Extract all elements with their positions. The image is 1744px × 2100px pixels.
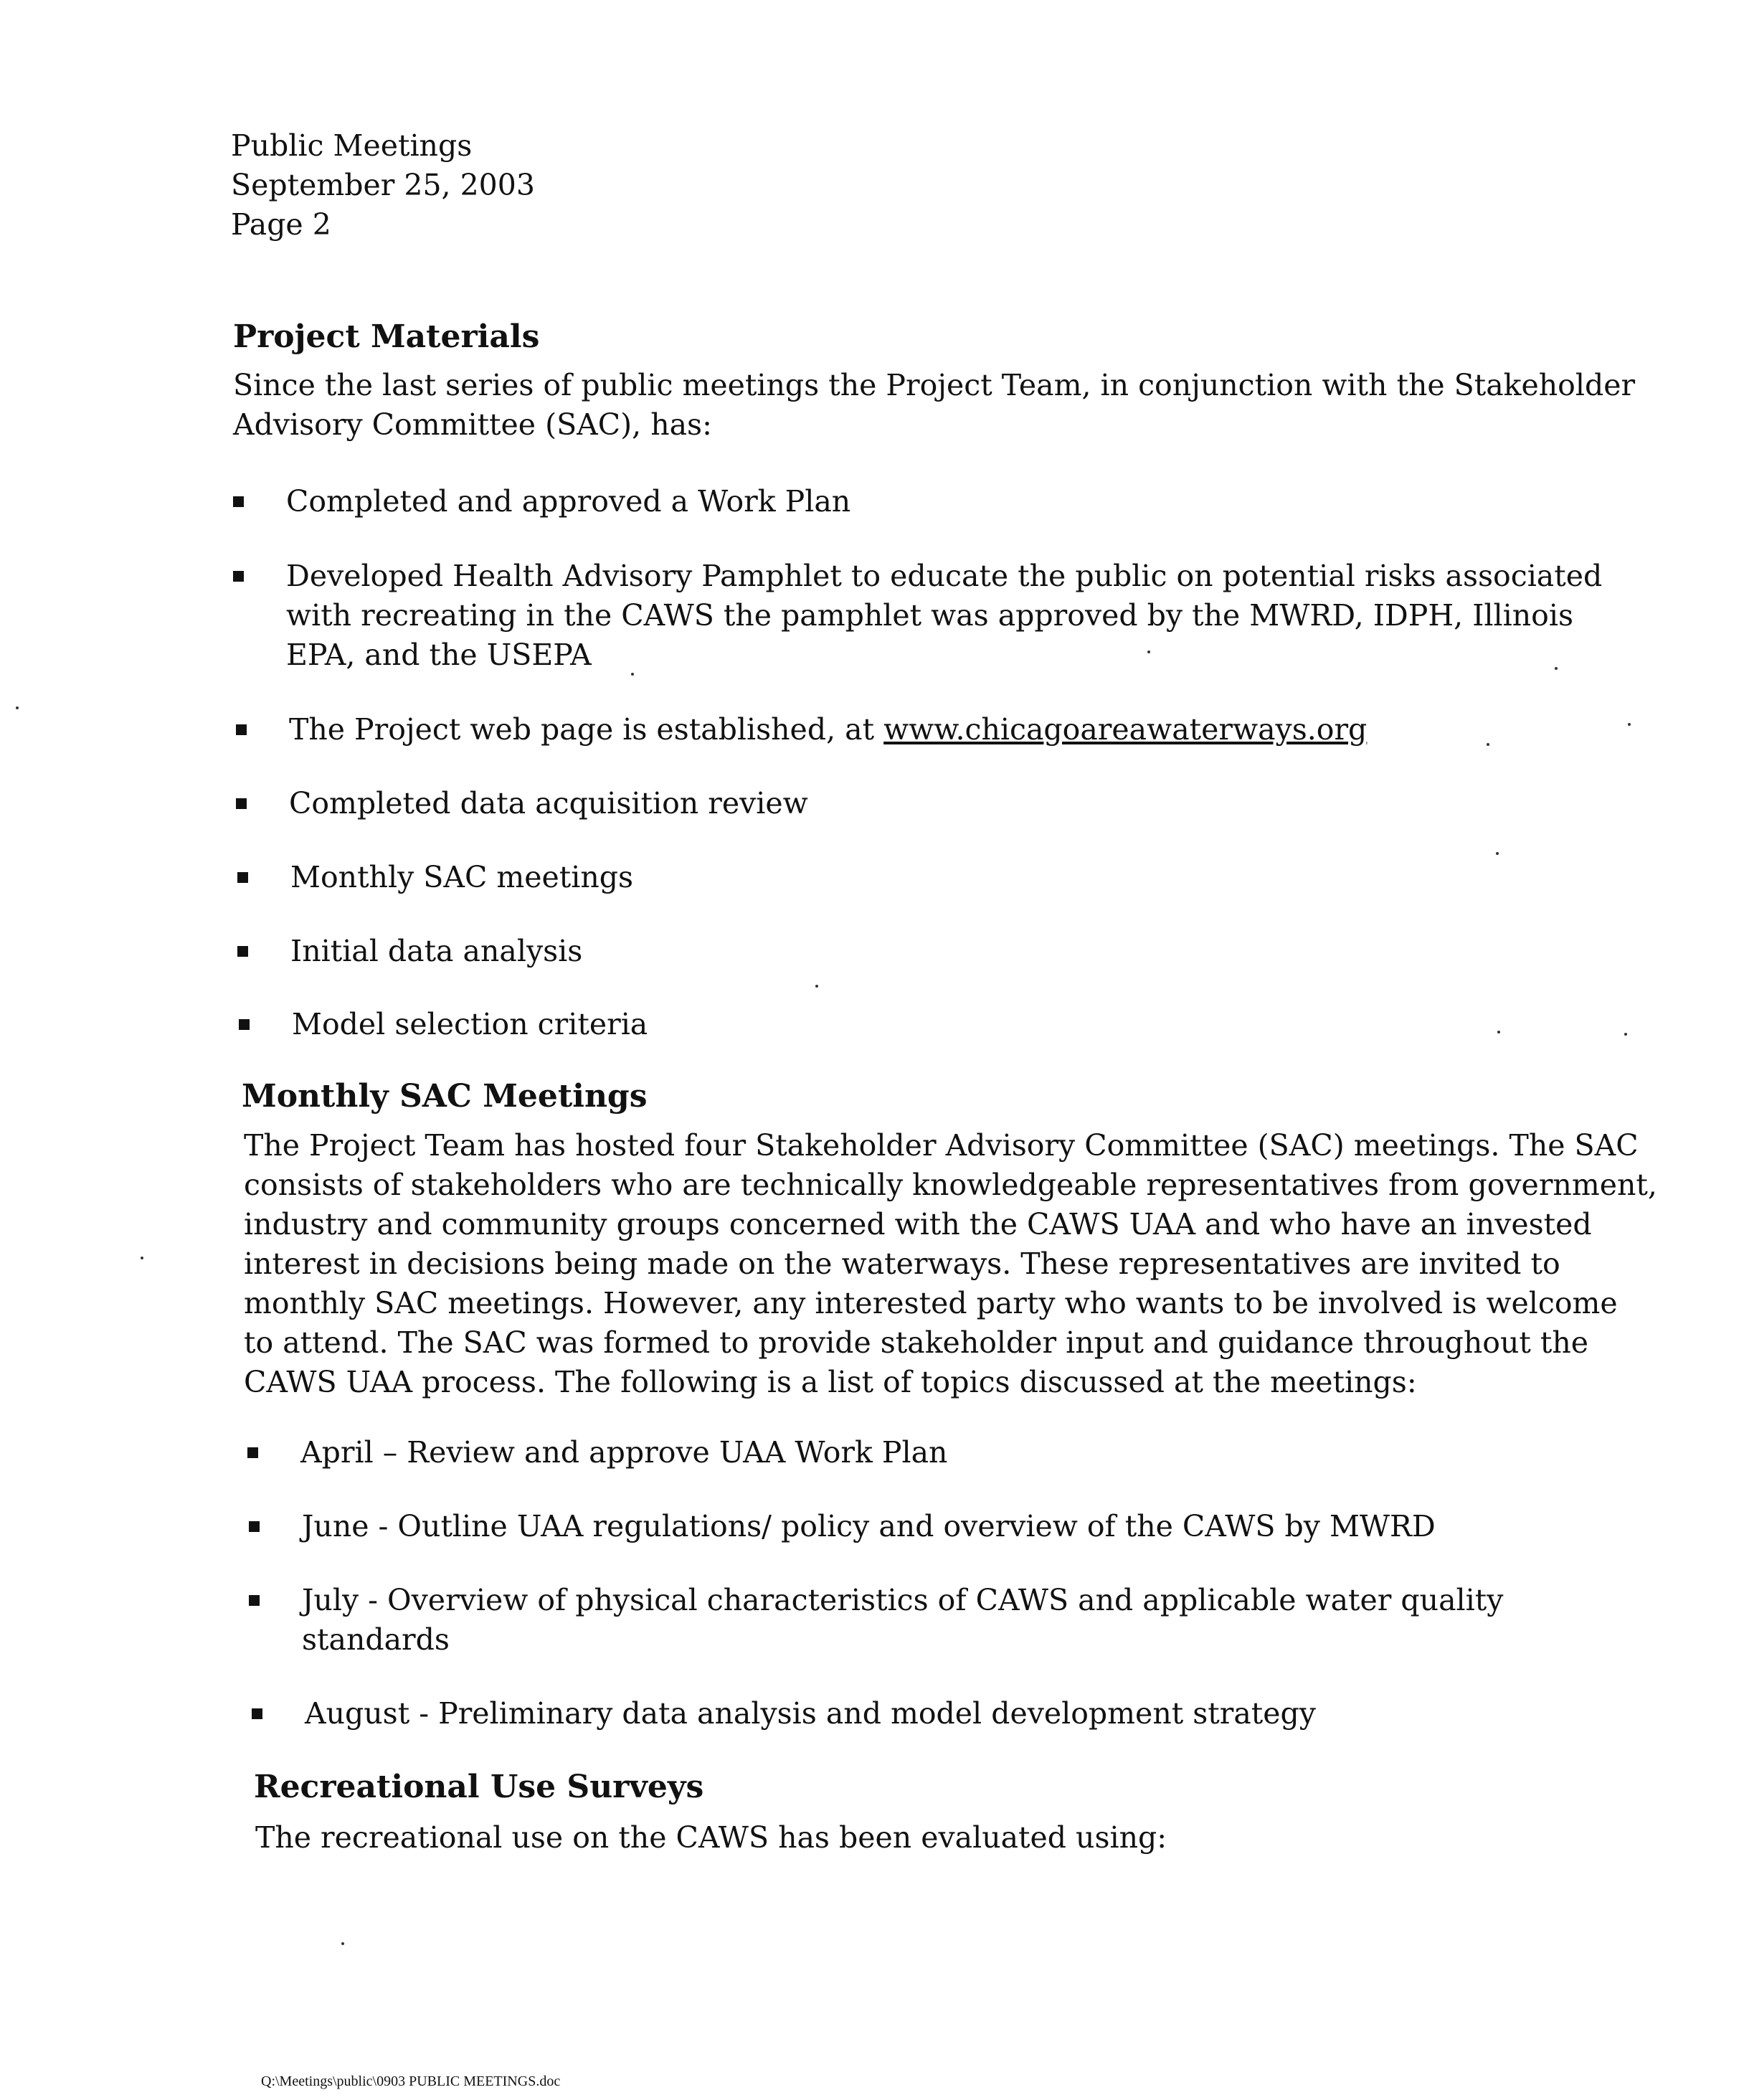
document-header	[231, 126, 535, 245]
bullet-icon	[247, 1447, 258, 1458]
web-page-text: The Project web page is established, at	[289, 712, 884, 747]
list-item: Monthly SAC meetings	[237, 858, 633, 897]
list-item: Completed data acquisition review	[236, 784, 808, 823]
paragraph-line: CAWS UAA process. The following is a list of topics discussed at the meetings:	[244, 1365, 1417, 1399]
scan-speck	[1497, 1031, 1500, 1034]
bullet-icon	[236, 724, 247, 735]
list-item: Developed Health Advisory Pamphlet to educate the public on potential risks associated with recreating in the CAWS the pamphlet was approved by the MWRD, IDPH, Illinois EPA, and the USEPA	[233, 557, 1602, 675]
scan-speck	[631, 673, 634, 676]
bullet-icon	[249, 1595, 260, 1606]
bullet-icon	[237, 946, 248, 957]
intro-line: Since the last series of public meetings the Project Team, in conjunction with the Stakeholder	[233, 368, 1636, 402]
scan-speck	[1487, 743, 1489, 746]
scan-speck	[1628, 723, 1631, 726]
scan-speck	[1147, 651, 1150, 653]
paragraph-line: consists of stakeholders who are technically knowledgeable representatives from government,	[244, 1168, 1657, 1202]
scan-speck	[1624, 1033, 1627, 1036]
bullet-icon	[233, 571, 244, 582]
scan-speck	[815, 985, 818, 988]
project-materials-intro	[233, 366, 1635, 445]
list-item: Completed and approved a Work Plan	[233, 482, 850, 521]
header-page-number: Page 2	[231, 207, 331, 242]
scan-speck	[1555, 667, 1558, 670]
list-item: Initial data analysis	[237, 932, 582, 971]
monthly-sac-heading: Monthly SAC Meetings	[242, 1078, 648, 1115]
paragraph-line: industry and community groups concerned with the CAWS UAA and who have an invested	[244, 1207, 1592, 1241]
paragraph-line: to attend. The SAC was formed to provide stakeholder input and guidance throughout the	[244, 1325, 1589, 1360]
paragraph-line: The recreational use on the CAWS has been evaluated using:	[255, 1820, 1167, 1855]
recreational-use-paragraph	[255, 1818, 1167, 1858]
paragraph-line: monthly SAC meetings. However, any interested party who wants to be involved is welcome	[244, 1286, 1618, 1320]
scan-speck	[1496, 852, 1499, 855]
bullet-icon	[237, 872, 248, 883]
bullet-icon	[249, 1521, 260, 1532]
bullet-icon	[239, 1019, 250, 1030]
bullet-icon	[233, 496, 244, 507]
project-website-link[interactable]: www.chicagoareawaterways.org	[883, 712, 1368, 747]
footer-file-path: Q:\Meetings\public\0903 PUBLIC MEETINGS.doc	[261, 2073, 561, 2089]
scan-speck	[341, 1942, 344, 1945]
intro-line: Advisory Committee (SAC), has:	[233, 407, 712, 442]
bullet-icon	[236, 798, 247, 809]
list-item: July - Overview of physical characteristics of CAWS and applicable water quality standards	[249, 1581, 1503, 1660]
recreational-use-heading: Recreational Use Surveys	[254, 1769, 704, 1805]
bullet-icon	[252, 1708, 262, 1719]
list-item: Model selection criteria	[239, 1005, 648, 1044]
header-title: Public Meetings	[231, 128, 473, 163]
project-materials-heading: Project Materials	[233, 318, 540, 355]
paragraph-line: The Project Team has hosted four Stakeholder Advisory Committee (SAC) meetings. The SAC	[244, 1128, 1639, 1163]
list-item	[236, 710, 1367, 749]
monthly-sac-paragraph	[244, 1126, 1657, 1402]
scan-speck	[16, 706, 19, 709]
paragraph-line: interest in decisions being made on the waterways. These representatives are invited to	[244, 1247, 1560, 1281]
header-date: September 25, 2003	[231, 168, 535, 202]
list-item: August - Preliminary data analysis and model development strategy	[252, 1694, 1316, 1734]
scan-speck	[141, 1257, 143, 1259]
list-item: June - Outline UAA regulations/ policy and overview of the CAWS by MWRD	[249, 1507, 1436, 1546]
list-item: April – Review and approve UAA Work Plan	[247, 1433, 947, 1472]
